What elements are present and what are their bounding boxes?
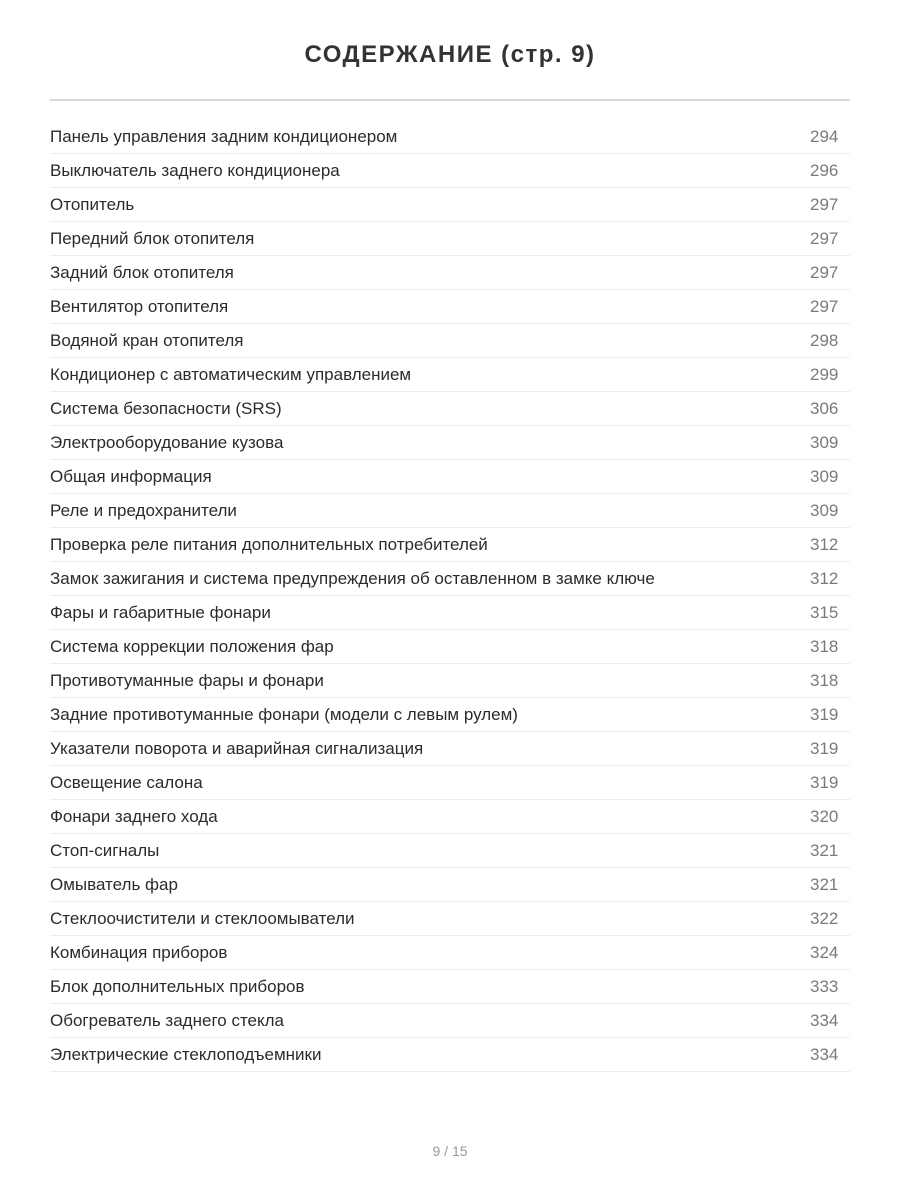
toc-entry-page-number: 309 xyxy=(810,466,839,486)
toc-entry[interactable] xyxy=(50,120,850,154)
toc-entry[interactable] xyxy=(50,426,850,460)
toc-entry-page-number: 319 xyxy=(810,704,839,724)
toc-entry-page-number: 294 xyxy=(810,126,839,146)
toc-entry[interactable] xyxy=(50,970,850,1004)
toc-entry-page-number: 322 xyxy=(810,908,839,928)
toc-entry-page-number: 299 xyxy=(810,364,839,384)
toc-entry-page-number: 333 xyxy=(810,976,839,996)
toc-entry-page-number: 334 xyxy=(810,1044,839,1064)
toc-entry-page-number: 297 xyxy=(810,296,839,316)
toc-entry[interactable] xyxy=(50,732,850,766)
toc-entry-title[interactable]: Комбинация приборов xyxy=(50,942,228,962)
toc-entry[interactable] xyxy=(50,834,850,868)
toc-entry-page-number: 321 xyxy=(810,874,839,894)
page-indicator: 9 / 15 xyxy=(432,1143,468,1159)
toc-entry[interactable] xyxy=(50,698,850,732)
toc-entry-title[interactable]: Блок дополнительных приборов xyxy=(50,976,305,996)
toc-entry-title[interactable]: Передний блок отопителя xyxy=(50,228,255,248)
toc-entry[interactable] xyxy=(50,358,850,392)
toc-entry[interactable] xyxy=(50,324,850,358)
title-divider xyxy=(50,99,850,101)
toc-entry-title[interactable]: Система коррекции положения фар xyxy=(50,636,334,656)
toc-entry[interactable] xyxy=(50,630,850,664)
toc-entry-title[interactable]: Фары и габаритные фонари xyxy=(50,602,271,622)
toc-entry-page-number: 306 xyxy=(810,398,839,418)
toc-entry-page-number: 324 xyxy=(810,942,839,962)
toc-entry-title[interactable]: Общая информация xyxy=(50,466,212,486)
toc-entry[interactable] xyxy=(50,392,850,426)
toc-entry-page-number: 309 xyxy=(810,432,839,452)
toc-entry-page-number: 334 xyxy=(810,1010,839,1030)
toc-entry-title[interactable]: Стеклоочистители и стеклоомыватели xyxy=(50,908,355,928)
toc-entry-page-number: 319 xyxy=(810,738,839,758)
toc-entry[interactable] xyxy=(50,1038,850,1072)
toc-entry-title[interactable]: Обогреватель заднего стекла xyxy=(50,1010,284,1030)
toc-entry-page-number: 315 xyxy=(810,602,839,622)
toc-entry-title[interactable]: Задние противотуманные фонари (модели с левым рулем) xyxy=(50,704,518,724)
toc-entry-page-number: 318 xyxy=(810,670,839,690)
toc-entry-title[interactable]: Освещение салона xyxy=(50,772,203,792)
toc-entry-title[interactable]: Указатели поворота и аварийная сигнализация xyxy=(50,738,424,758)
toc-entry-page-number: 312 xyxy=(810,534,839,554)
toc-entry-title[interactable]: Фонари заднего хода xyxy=(50,806,218,826)
toc-entry-page-number: 296 xyxy=(810,160,839,180)
toc-entry-title[interactable]: Замок зажигания и система предупреждения об оставленном в замке ключе xyxy=(50,568,655,588)
toc-entry-page-number: 309 xyxy=(810,500,839,520)
toc-entry-title[interactable]: Противотуманные фары и фонари xyxy=(50,670,324,690)
toc-entry[interactable] xyxy=(50,596,850,630)
toc-entry[interactable] xyxy=(50,222,850,256)
toc-entry-title[interactable]: Панель управления задним кондиционером xyxy=(50,126,398,146)
toc-entry[interactable] xyxy=(50,766,850,800)
toc-entry-title[interactable]: Задний блок отопителя xyxy=(50,262,234,282)
toc-entry-page-number: 319 xyxy=(810,772,839,792)
toc-entry-page-number: 321 xyxy=(810,840,839,860)
toc-entry-title[interactable]: Омыватель фар xyxy=(50,874,178,894)
toc-entry[interactable] xyxy=(50,664,850,698)
toc-entry-title[interactable]: Электрические стеклоподъемники xyxy=(50,1044,322,1064)
toc-entry[interactable] xyxy=(50,902,850,936)
toc-entry-page-number: 297 xyxy=(810,194,839,214)
toc-entry[interactable] xyxy=(50,154,850,188)
toc-entry-page-number: 320 xyxy=(810,806,839,826)
toc-entry[interactable] xyxy=(50,528,850,562)
toc-entry[interactable] xyxy=(50,800,850,834)
toc-entry-page-number: 297 xyxy=(810,228,839,248)
toc-entry-title[interactable]: Водяной кран отопителя xyxy=(50,330,244,350)
toc-entry-title[interactable]: Система безопасности (SRS) xyxy=(50,398,282,418)
table-of-contents xyxy=(50,120,850,1072)
toc-entry[interactable] xyxy=(50,256,850,290)
toc-entry[interactable] xyxy=(50,1004,850,1038)
toc-entry-title[interactable]: Отопитель xyxy=(50,194,135,214)
toc-entry-page-number: 297 xyxy=(810,262,839,282)
toc-entry[interactable] xyxy=(50,188,850,222)
toc-entry-title[interactable]: Реле и предохранители xyxy=(50,500,237,520)
toc-entry-title[interactable]: Вентилятор отопителя xyxy=(50,296,229,316)
page-title: СОДЕРЖАНИЕ (стр. 9) xyxy=(304,41,596,68)
toc-entry-title[interactable]: Выключатель заднего кондиционера xyxy=(50,160,340,180)
toc-entry[interactable] xyxy=(50,494,850,528)
toc-entry-page-number: 318 xyxy=(810,636,839,656)
toc-entry[interactable] xyxy=(50,562,850,596)
toc-entry[interactable] xyxy=(50,460,850,494)
toc-entry-page-number: 312 xyxy=(810,568,839,588)
toc-entry[interactable] xyxy=(50,936,850,970)
toc-entry-title[interactable]: Стоп-сигналы xyxy=(50,840,160,860)
toc-entry-title[interactable]: Проверка реле питания дополнительных потребителей xyxy=(50,534,488,554)
toc-entry[interactable] xyxy=(50,290,850,324)
toc-entry-title[interactable]: Кондиционер с автоматическим управлением xyxy=(50,364,412,384)
toc-entry[interactable] xyxy=(50,868,850,902)
toc-entry-title[interactable]: Электрооборудование кузова xyxy=(50,432,284,452)
toc-entry-page-number: 298 xyxy=(810,330,839,350)
